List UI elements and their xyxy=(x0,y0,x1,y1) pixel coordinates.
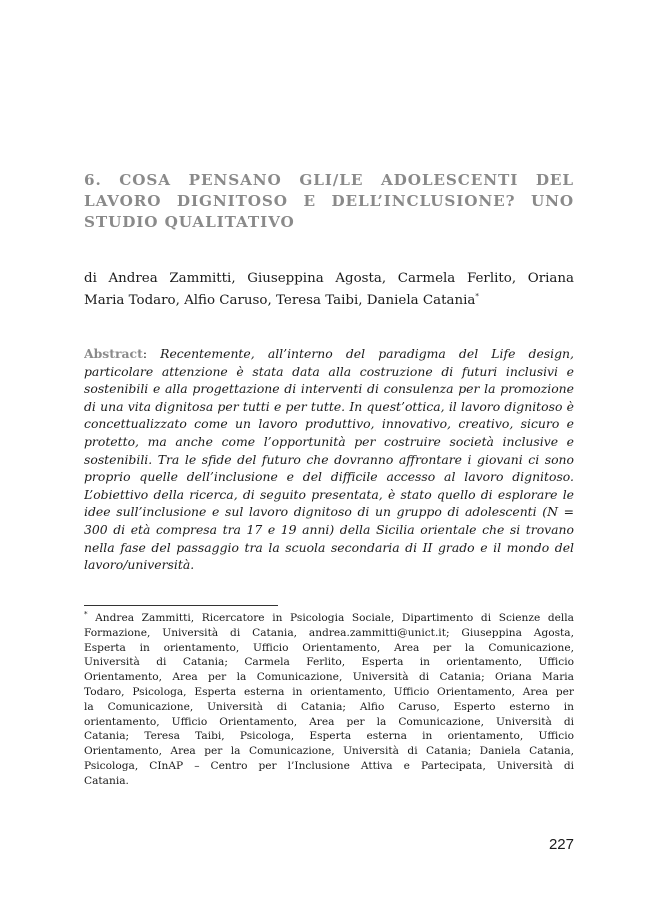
author-line-last xyxy=(84,290,574,312)
footnote-line: Esperta in orientamento, Ufficio Orientamento, Area per la Comunicazione, xyxy=(84,641,574,654)
footnote-line-text: Andrea Zammitti, Ricercatore in Psicologia Sociale, Dipartimento di Scienze della xyxy=(95,612,574,624)
author-line: di Andrea Zammitti, Giuseppina Agosta, Carmela Ferlito, Oriana xyxy=(84,271,574,286)
footnote-line: la Comunicazione, Università di Catania; Alfio Caruso, Esperto esterno in xyxy=(84,700,574,713)
footnote-line: Formazione, Università di Catania, andrea.zammitti@unict.it; Giuseppina Agosta, xyxy=(84,626,574,639)
abstract-line: proprio quelle dell’inclusione e del difficile accesso al lavoro dignitoso. xyxy=(84,469,574,485)
abstract-line: particolare attenzione è stata data alla costruzione di futuri inclusivi e xyxy=(84,363,574,379)
footnote-line: Orientamento, Area per la Comunicazione, Università di Catania; Daniela Catania, xyxy=(84,745,574,758)
chapter-title-line: STUDIO QUALITATIVO xyxy=(84,213,295,231)
abstract-line: sostenibili. Tra le sfide del futuro che dovranno affrontare i giovani ci sono xyxy=(84,451,574,467)
abstract-line: di una vita dignitosa per tutti e per tutte. In quest’ottica, il lavoro dignitoso è xyxy=(84,398,574,414)
footnote-mark: * xyxy=(84,611,88,619)
chapter-title-line: LAVORO DIGNITOSO E DELL’INCLUSIONE? UNO xyxy=(84,192,574,210)
page-number: 227 xyxy=(548,836,574,853)
abstract-first-line xyxy=(84,345,574,363)
footnote-line: Catania. xyxy=(84,774,129,787)
abstract-line: 300 di età compresa tra 17 e 19 anni) della Sicilia orientale che si trovano xyxy=(84,521,574,537)
abstract xyxy=(84,345,574,574)
author-line-text: Maria Todaro, Alfio Caruso, Teresa Taibi, Daniela Catania xyxy=(84,293,476,308)
footnote-line: Università di Catania; Carmela Ferlito, Esperta in orientamento, Ufficio xyxy=(84,656,574,669)
abstract-line: concettualizzato come un lavoro produttivo, innovativo, creativo, sicuro e xyxy=(84,416,574,432)
footnote-line: Orientamento, Area per la Comunicazione, Università di Catania; Oriana Maria xyxy=(84,671,574,684)
abstract-line: nella fase del passaggio tra la scuola secondaria di II grado e il mondo del xyxy=(84,539,574,555)
chapter-title xyxy=(84,170,574,233)
abstract-colon: : xyxy=(142,346,147,361)
footnote-line: Catania; Teresa Taibi, Psicologa, Esperta esterna in orientamento, Ufficio xyxy=(84,730,574,743)
abstract-label: Abstract xyxy=(84,346,143,361)
abstract-line: idee sull’inclusione e sul lavoro dignitoso di un gruppo di adolescenti (N = xyxy=(84,504,574,520)
footnote-line: Todaro, Psicologa, Esperta esterna in orientamento, Ufficio Orientamento, Area per xyxy=(84,685,574,698)
footnote-separator xyxy=(84,605,278,606)
author-byline xyxy=(84,268,574,312)
abstract-line: protetto, ma anche come l’opportunità per costruire società inclusive e xyxy=(84,433,574,449)
abstract-line-text: Recentemente, all’interno del paradigma del Life design, xyxy=(160,346,574,361)
abstract-line: lavoro/università. xyxy=(84,557,195,573)
footnote xyxy=(84,611,574,789)
footnote-line: Psicologa, CInAP – Centro per l’Inclusione Attiva e Partecipata, Università di xyxy=(84,759,574,772)
chapter-title-line: 6. COSA PENSANO GLI/LE ADOLESCENTI DEL xyxy=(84,171,574,189)
abstract-line: L’obiettivo della ricerca, di seguito presentata, è stato quello di esplorare le xyxy=(84,486,574,502)
footnote-reference-mark: * xyxy=(475,292,479,301)
footnote-first-line xyxy=(84,611,574,626)
abstract-line: sostenibili e alla progettazione di interventi di consulenza per la promozione xyxy=(84,381,574,397)
footnote-line: orientamento, Ufficio Orientamento, Area per la Comunicazione, Università di xyxy=(84,715,574,728)
